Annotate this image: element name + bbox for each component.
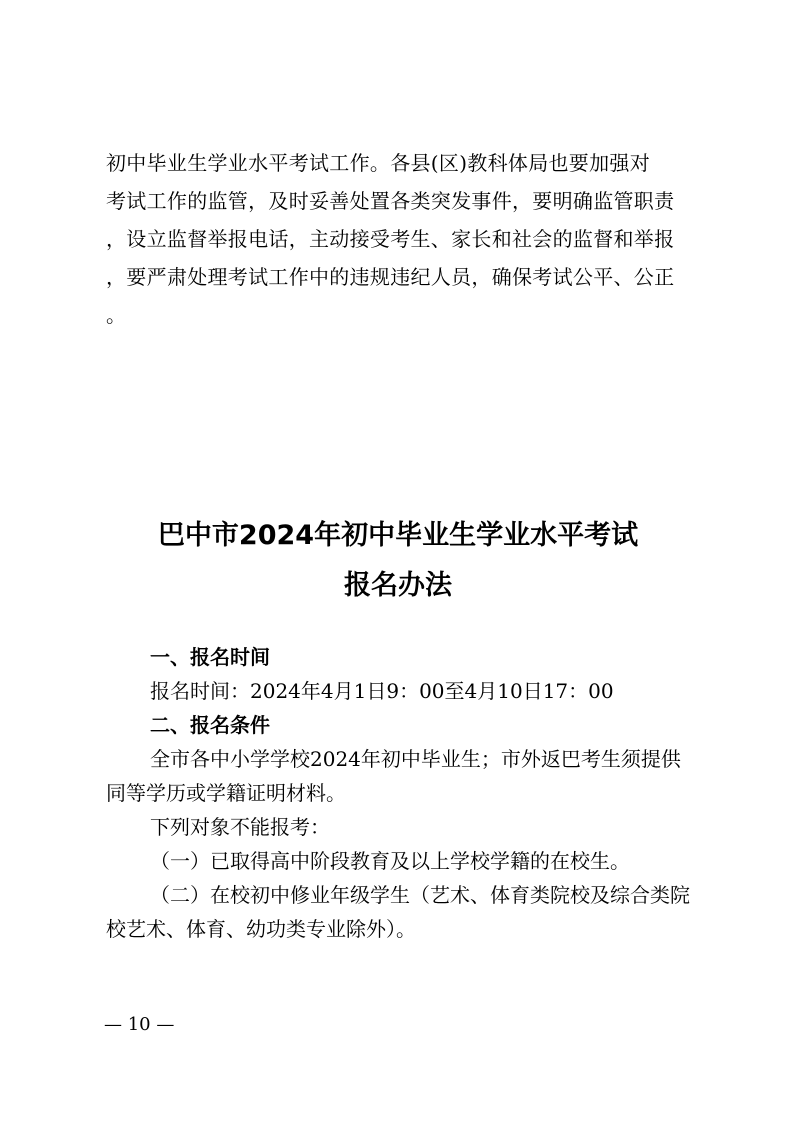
- exclusion-item-2-line: （二）在校初中修业年级学生（艺术、体育类院校及综合类院: [150, 883, 690, 907]
- page-number: — 10 —: [104, 1014, 175, 1035]
- registration-time-text: 报名时间：2024年4月1日9：00至4月10日17：00: [150, 679, 614, 703]
- conditions-paragraph-line: 全市各中小学学校2024年初中毕业生；市外返巴考生须提供: [150, 747, 681, 771]
- section-heading-registration-time: 一、报名时间: [150, 645, 270, 669]
- document-title-line-2: 报名办法: [344, 570, 452, 601]
- exclusions-intro: 下列对象不能报考：: [150, 815, 330, 839]
- document-body: [106, 644, 696, 950]
- paragraph-line: 初中毕业生学业水平考试工作。各县(区)教科体局也要加强对: [106, 151, 651, 175]
- document-title-line-1: 巴中市2024年初中毕业生学业水平考试: [157, 520, 639, 551]
- paragraph-line: ，设立监督举报电话，主动接受考生、家长和社会的监督和举报: [106, 227, 675, 251]
- paragraph-line: 考试工作的监管，及时妥善处置各类突发事件，要明确监管职责: [106, 189, 675, 213]
- paragraph-line: 。: [106, 303, 127, 327]
- section-heading-registration-conditions: 二、报名条件: [150, 713, 270, 737]
- exclusion-item-1: （一）已取得高中阶段教育及以上学校学籍的在校生。: [150, 849, 630, 873]
- paragraph-line: ，要严肃处理考试工作中的违规违纪人员，确保考试公平、公正: [106, 265, 675, 289]
- intro-paragraph: [106, 150, 690, 340]
- exclusion-item-2-line: 校艺术、体育、幼功类专业除外）。: [106, 917, 416, 941]
- conditions-paragraph-line: 同等学历或学籍证明材料。: [106, 781, 346, 805]
